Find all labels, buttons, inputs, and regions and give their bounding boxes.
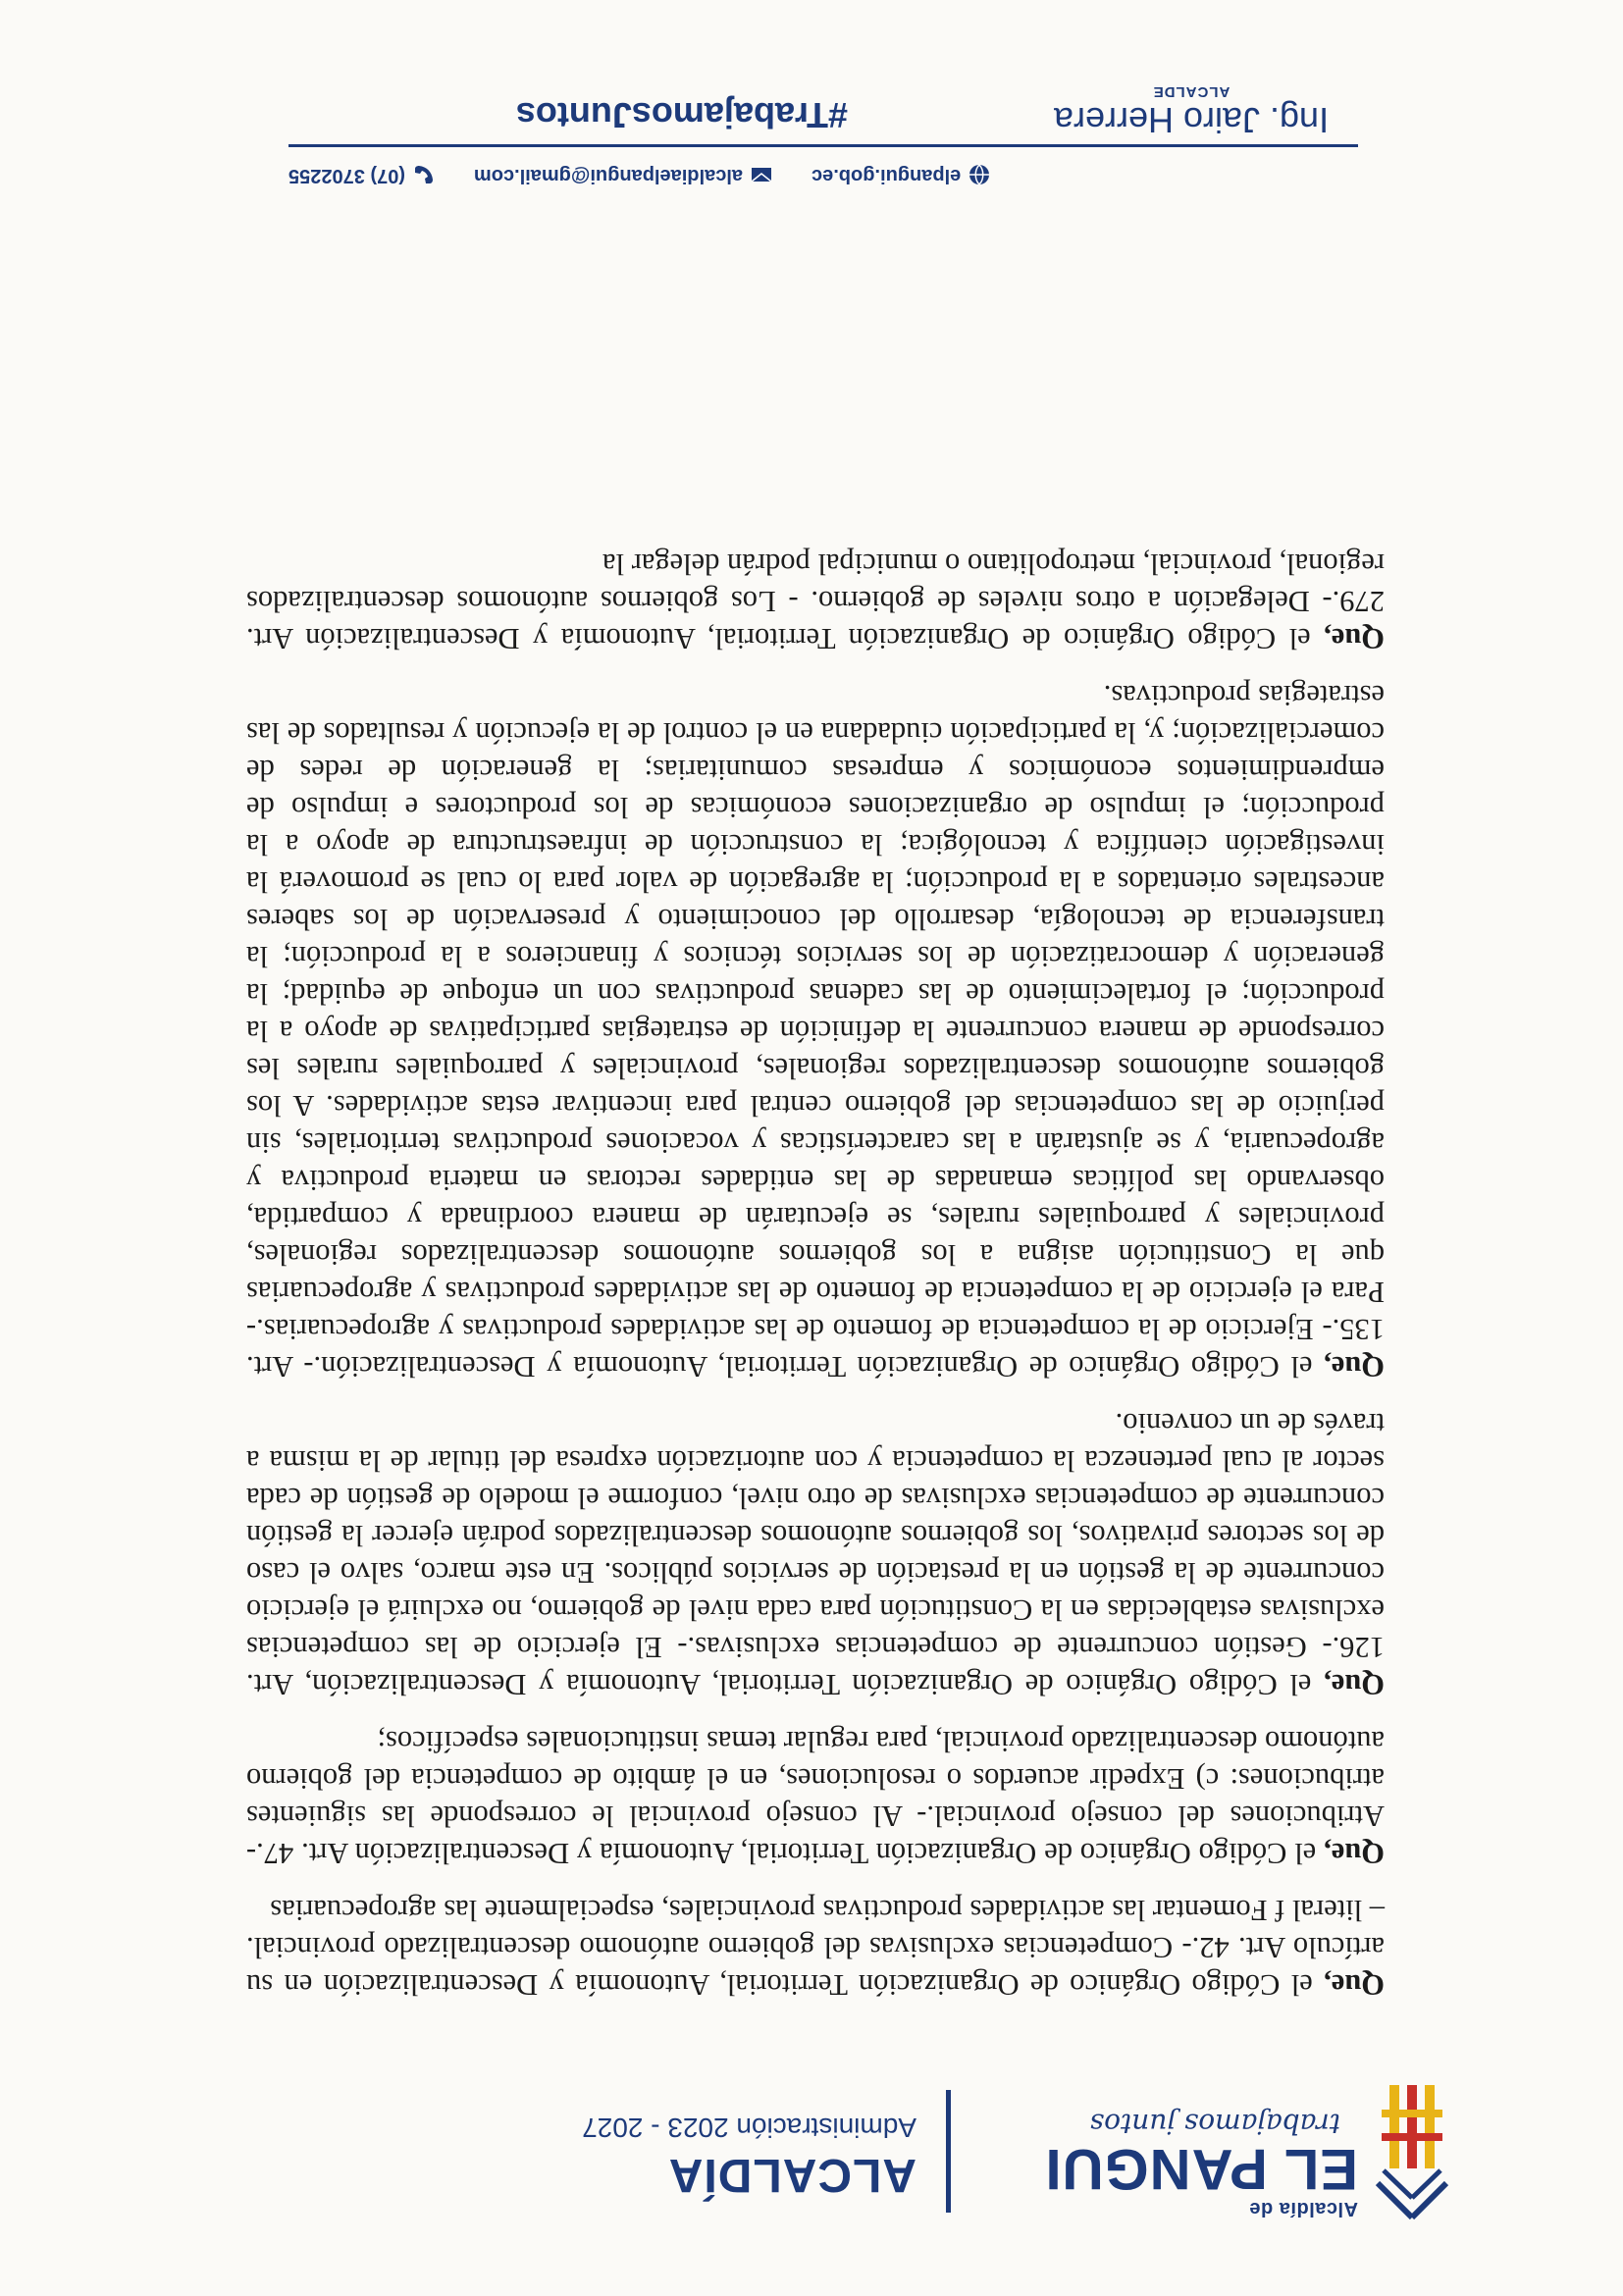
admin-period: Administración 2023 - 2027 — [582, 2113, 916, 2143]
email-text: alcaldiaelpangui@gmail.com — [473, 165, 744, 186]
document-body — [246, 526, 1385, 2004]
signer-block — [1024, 83, 1358, 139]
paragraph-text: el Código Orgánico de Organización Territorial, Autonomía y Descentralización.- Art. 135.- Ejercicio de la competencia de fomento de las actividades productivas y agropecuarias.- Para el ejercicio de la competencia de fomento de las actividades productivas y agropecuarias que la Constitución asigna a los gobiernos autónomos descentralizados regionales, provinciales y parroquiales rurales, se ejecutarán de manera coordinada y compartida, observando las políticas emanadas de las entidades rectoras en materia productiva y agropecuaria, y se ajustarán a las características y vocaciones productivas territoriales, sin perjuicio de las competencias del gobierno central para incentivar estas actividades. A los gobiernos autónomos descentralizados regionales, provinciales y parroquiales rurales les corresponde de manera concurrente la definición de estrategias participativas de apoyo a la producción; el fortalecimiento de las cadenas productivas con un enfoque de equidad; la generación y democratización de los servicios técnicos y financieros a la producción; la transferencia de tecnología, desarrollo del conocimiento y preservación de los saberes ancestrales orientados a la producción; la agregación de valor para lo cual se promoverá la investigación científica y tecnológica; la construcción de infraestructura de apoyo a la producción; el impulso de organizaciones económicas de los productores e impulso de emprendimientos económicos y empresas comunitarias; la generación de redes de comercialización; y, la participación ciudadana en el control de la ejecución y resultados de las estrategias productivas. — [246, 679, 1385, 1383]
paragraph-text: el Código Orgánico de Organización Territorial, Autonomía y Descentralización Art. 279.- Delegación a otros niveles de gobierno. - Los gobiernos autónomos descentralizados regional, provincial, metropolitano o municipal podrán delegar la — [246, 548, 1385, 655]
municipality-logo-icon — [1368, 2080, 1456, 2227]
administration-block — [563, 2112, 916, 2200]
paragraph-lead: Que, — [1324, 1668, 1385, 1701]
brand-block — [1034, 2108, 1358, 2219]
website-text: elpangui.gob.ec — [812, 165, 962, 186]
signer-role: ALCALDE — [1152, 83, 1230, 100]
paragraph — [246, 677, 1385, 1385]
footer-divider — [288, 144, 1358, 147]
letterhead — [102, 2070, 1495, 2227]
brand-prefix: Alcaldía de — [1248, 2198, 1358, 2219]
footer-hashtag: #TrabajamosJuntos — [515, 95, 848, 135]
phone-icon — [413, 165, 435, 186]
mail-icon — [751, 165, 772, 186]
brand-slogan: trabajamos juntos — [1089, 2108, 1340, 2140]
paragraph-lead: Que, — [1324, 1968, 1385, 2002]
paragraph-lead: Que, — [1324, 1350, 1385, 1383]
paragraph — [246, 546, 1385, 657]
footer — [279, 59, 1358, 186]
paragraph-text: el Código Orgánico de Organización Territorial, Autonomía y Descentralización Art. 47.- Atribuciones del consejo provincial.- Al consejo provincial le corresponde las siguientes atribuciones: c) Expedir acuerdos o resoluciones, en el ámbito de competencia del gobierno autónomo descentralizado provincial, para regular temas institucionales específicos; — [246, 1725, 1385, 1870]
globe-icon — [969, 165, 990, 186]
phone-text: (07) 3702255 — [288, 165, 405, 186]
contact-phone — [288, 164, 435, 186]
brand-name: EL PANGUI — [1044, 2137, 1358, 2201]
paragraph — [246, 1723, 1385, 1872]
paragraph-lead: Que, — [1324, 1837, 1385, 1870]
admin-title: ALCALDÍA — [667, 2149, 916, 2201]
header-divider — [946, 2090, 951, 2213]
paragraph — [246, 1892, 1385, 2004]
paragraph-text: el Código Orgánico de Organización Territorial, Autonomía y Descentralización, Art. 126.- Gestión concurrente de competencias exclusivas.- El ejercicio de las competencias exclusivas establecidas en la Constitución para cada nivel de gobierno, no excluirá el ejercicio concurrente de la gestión en la prestación de servicios públicos. En este marco, salvo el caso de los sectores privativos, los gobiernos autónomos descentralizados podrán ejercer la gestión concurrente de competencias exclusivas de otro nivel, conforme el modelo de gestión de cada sector al cual pertenezca la competencia y con autorización expresa del titular de la misma a través de un convenio. — [246, 1407, 1385, 1701]
contact-email — [474, 164, 772, 186]
footer-contacts — [288, 164, 1348, 186]
paragraph-text: el Código Orgánico de Organización Territorial, Autonomía y Descentralización en su artículo Art. 42.- Competencias exclusivas del gobierno autónomo descentralizado provincial. – literal f Fomentar las actividades productivas provinciales, especialmente las agropecuarias — [246, 1894, 1385, 2002]
paragraph-lead: Que, — [1324, 622, 1385, 655]
contact-website — [812, 164, 990, 186]
signer-name: Ing. Jairo Herrera — [1053, 100, 1330, 140]
paragraph — [246, 1405, 1385, 1703]
